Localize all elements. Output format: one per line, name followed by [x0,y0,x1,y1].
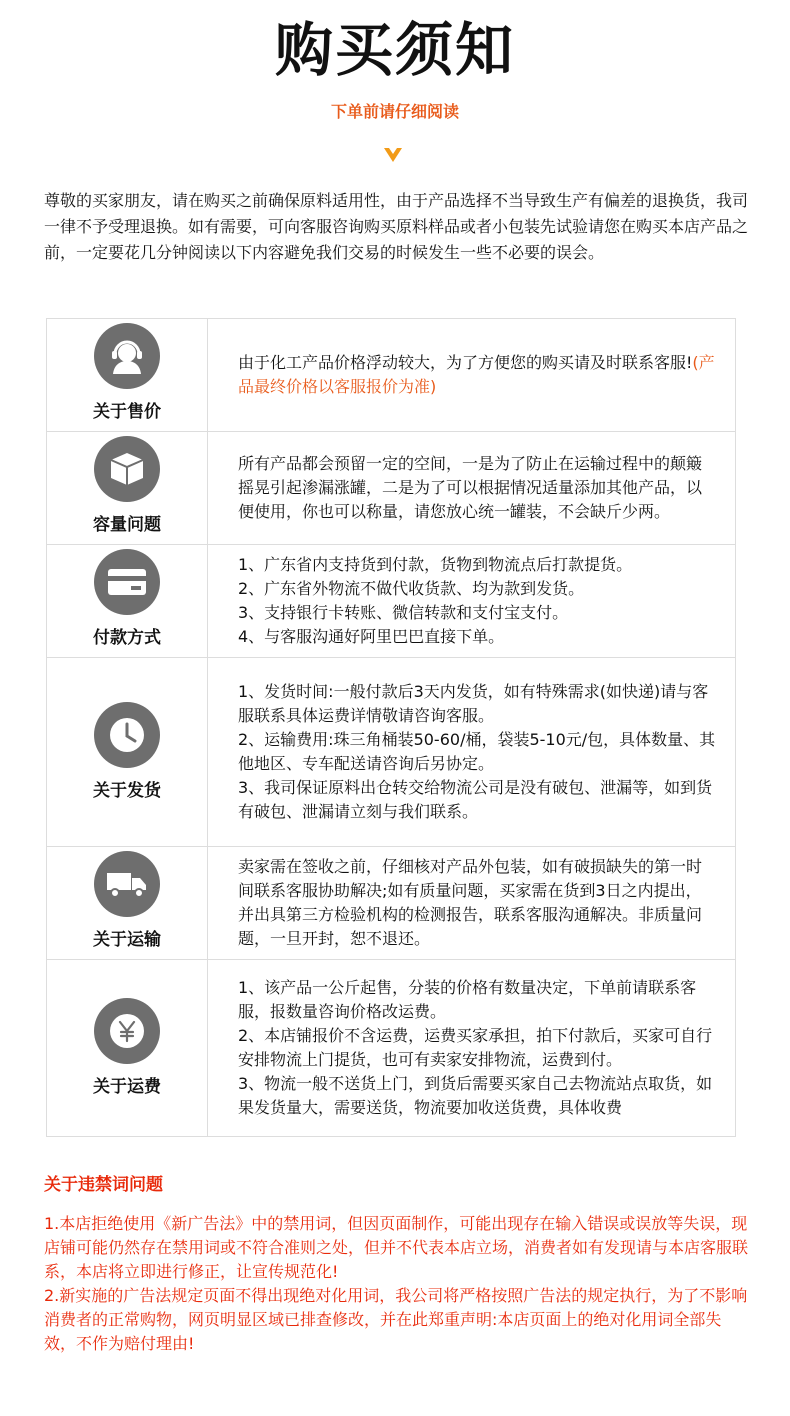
section-line: 2、本店铺报价不含运费，运费买家承担，拍下付款后，买家可自行安排物流上门提货，也可有卖家安排物流，运费到付。 [238,1026,713,1069]
section-text: 卖家需在签收之前，仔细核对产品外包装，如有破损缺失的第一时间联系客服协助解决;如有质量问题，买家需在货到3日之内提出，并出具第三方检验机构的检测报告，联系客服沟通解决。非质量问题，一旦开封，恕不退还。 [238,857,703,948]
section-line: 2、运输费用:珠三角桶装50-60/桶，袋装5-10元/包，具体数量、其他地区、专车配送请咨询后另协定。 [238,730,716,773]
section-row-capacity [47,432,735,545]
section-line: 1、发货时间:一般付款后3天内发货，如有特殊需求(如快递)请与客服联系具体运费详情敬请咨询客服。 [238,682,709,725]
section-text [238,351,717,399]
section-header [47,319,208,431]
section-line: 4、与客服沟通好阿里巴巴直接下单。 [238,627,505,646]
section-line: 3、物流一般不送货上门，到货后需要买家自己去物流站点取货，如果发货量大，需要送货，物流要加收送货费，具体收费 [238,1074,713,1117]
section-label: 关于售价 [93,402,161,422]
chevron-down-icon [384,148,402,162]
section-content [208,432,735,544]
section-header [47,847,208,959]
section-line: 2、广东省外物流不做代收货款、均为款到发货。 [238,579,585,598]
box-icon [94,436,160,502]
section-line: 1、该产品一公斤起售，分装的价格有数量决定，下单前请联系客服，报数量咨询价格改运费。 [238,978,697,1021]
section-label: 关于运输 [93,930,161,950]
section-header [47,432,208,544]
bank-card-icon [94,549,160,615]
section-text-highlight: (产品最终价格以客服报价为准) [238,353,715,396]
section-text: 所有产品都会预留一定的空间，一是为了防止在运输过程中的颠簸摇晃引起渗漏涨罐，二是为了可以根据情况适量添加其他产品，以便使用，你也可以称量，请您放心统一罐装，不会缺斤少两。 [238,454,703,521]
clock-icon [94,702,160,768]
section-label: 付款方式 [93,628,161,648]
intro-paragraph: 尊敬的买家朋友，请在购买之前确保原料适用性，由于产品选择不当导致生产有偏差的退换货，我司一律不予受理退换。如有需要，可向客服咨询购买原料样品或者小包装先试验请您在购买本店产品之前，一定要花几分钟阅读以下内容避免我们交易的时候发生一些不必要的误会。 [44,191,749,262]
section-label: 关于发货 [93,781,161,801]
section-content [208,545,735,657]
customer-service-icon [94,323,160,389]
section-label: 关于运费 [93,1077,161,1097]
section-row-price [47,319,735,432]
section-text-main: 由于化工产品价格浮动较大，为了方便您的购买请及时联系客服! [238,353,693,372]
page-title: 购买须知 [274,16,515,84]
section-label: 容量问题 [93,515,161,535]
section-line: 3、支持银行卡转账、微信转款和支付宝支付。 [238,603,569,622]
truck-icon [94,851,160,917]
notice-paragraph: 2.新实施的广告法规定页面不得出现绝对化用词，我公司将严格按照广告法的规定执行，为了不影响消费者的正常购物，网页明显区域已排查修改，并在此郑重声明:本店页面上的绝对化用词全部失效，不作为赔付理由! [44,1286,748,1353]
section-content [208,960,735,1136]
section-header [47,960,208,1136]
section-content [208,847,735,959]
section-content [208,658,735,846]
section-line: 1、广东省内支持货到付款，货物到物流点后打款提货。 [238,555,633,574]
notice-title: 关于违禁词问题 [44,1175,163,1195]
yuan-icon [94,998,160,1064]
section-header [47,658,208,846]
section-line: 3、我司保证原料出仓转交给物流公司是没有破包、泄漏等，如到货有破包、泄漏请立刻与我们联系。 [238,778,713,821]
section-row-payment [47,545,735,658]
page-subtitle: 下单前请仔细阅读 [330,102,459,121]
section-header [47,545,208,657]
section-row-freight [47,960,735,1136]
info-table [46,318,736,1137]
notice-body [44,1212,748,1356]
notice-paragraph: 1.本店拒绝使用《新广告法》中的禁用词，但因页面制作，可能出现存在输入错误或误放等失误，现店铺可能仍然存在禁用词或不符合准则之处，但并不代表本店立场，消费者如有发现请与本店客服联系，本店将立即进行修正，让宣传规范化! [44,1214,749,1281]
section-row-shipping [47,658,735,847]
section-content [208,319,735,431]
section-row-transport [47,847,735,960]
